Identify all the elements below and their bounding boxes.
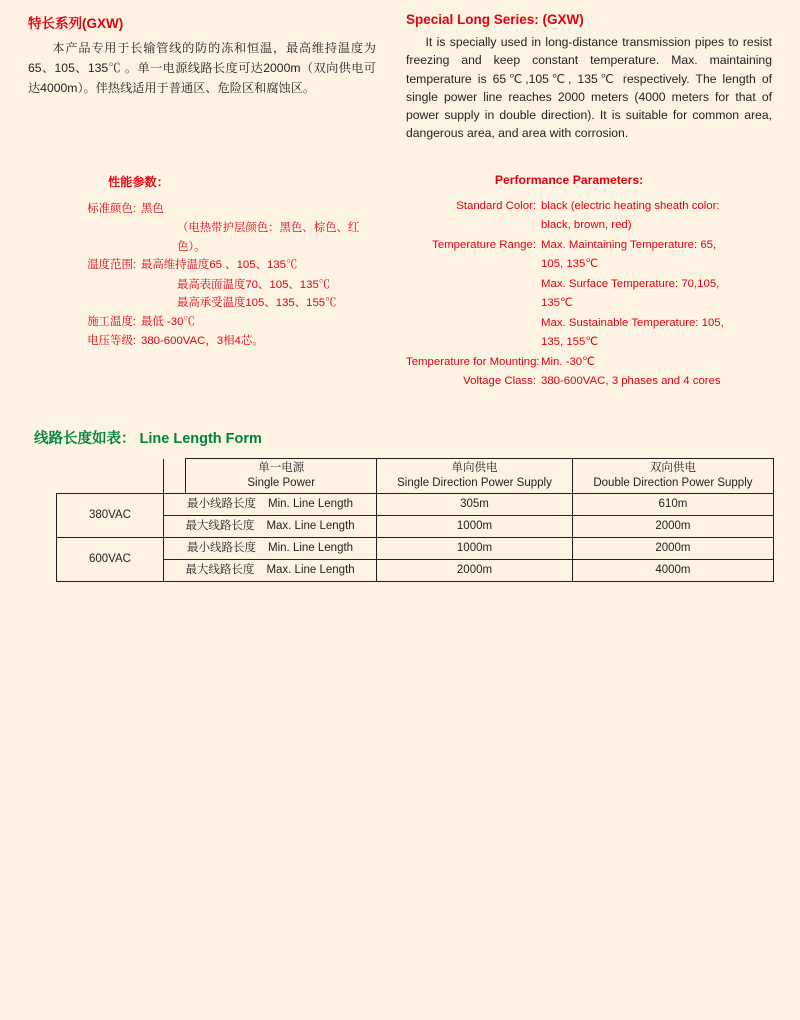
header-en: Single Direction Power Supply xyxy=(397,477,552,490)
param-value: black (electric heating sheath color: xyxy=(541,199,720,212)
row-line-label xyxy=(164,560,377,582)
param-row xyxy=(64,200,376,218)
param-row xyxy=(406,314,772,332)
row-voltage-380: 380VAC xyxy=(57,494,164,538)
param-label: Temperature for Mounting: xyxy=(406,355,540,368)
line-label-en: Min. Line Length xyxy=(268,498,354,511)
param-row xyxy=(406,294,772,312)
param-subvalue: 最高承受温度105、135、155℃ xyxy=(177,297,337,310)
param-label xyxy=(406,333,536,351)
row-line-label xyxy=(164,538,377,560)
table-header-single-power xyxy=(186,459,377,494)
param-label: Standard Color: xyxy=(456,199,536,212)
param-value: 最低 -30℃ xyxy=(141,315,195,328)
param-label xyxy=(406,314,536,332)
param-label xyxy=(406,255,536,273)
table-corner-cell-2 xyxy=(164,459,186,494)
header-cn: 单向供电 xyxy=(451,462,498,475)
param-value: Min. -30℃ xyxy=(541,355,595,368)
param-value: 380-600VAC，3相4芯。 xyxy=(141,335,264,348)
param-row xyxy=(406,197,772,215)
params-column-english xyxy=(400,173,772,392)
intro-column-chinese xyxy=(28,12,400,143)
params-heading-cn: 性能参数： xyxy=(108,174,169,189)
line-label-cn: 最大线路长度 xyxy=(185,564,255,577)
param-row xyxy=(406,372,772,390)
param-value: Max. Sustainable Temperature: 105, xyxy=(541,316,724,329)
param-value: Max. Maintaining Temperature: 65, xyxy=(541,238,717,251)
param-value: 135, 155℃ xyxy=(541,336,599,349)
param-row xyxy=(406,216,772,234)
param-subvalue: 最高表面温度70、105、135℃ xyxy=(177,278,331,291)
line-label-cn: 最小线路长度 xyxy=(187,542,257,555)
param-label: 标准颜色: xyxy=(87,202,136,215)
param-label: 电压等级: xyxy=(87,335,136,348)
param-value: 105, 135℃ xyxy=(541,258,599,271)
line-label-cn: 最大线路长度 xyxy=(185,520,255,533)
cell-double-direction: 2000m xyxy=(572,538,773,560)
param-label: 施工温度: xyxy=(87,315,136,328)
table-header-row xyxy=(57,459,774,494)
param-label xyxy=(406,275,536,293)
row-voltage-600: 600VAC xyxy=(57,538,164,582)
header-en: Single Power xyxy=(247,477,316,490)
param-label: 温度范围: xyxy=(87,259,136,272)
table-corner-cell xyxy=(57,459,164,494)
table-row xyxy=(57,494,774,516)
param-row xyxy=(64,332,376,350)
param-value: Max. Surface Temperature: 70,105, xyxy=(541,277,720,290)
cell-double-direction: 2000m xyxy=(572,516,773,538)
param-value: 黑色 xyxy=(141,202,164,215)
intro-paragraph-cn: 本产品专用于长输管线的防的冻和恒温，最高维持温度为65、105、135℃ 。单一电源线路长度可达2000m（双向供电可达4000m）。伴热线适用于普通区、危险区和腐蚀区。 xyxy=(28,41,376,96)
param-row xyxy=(406,275,772,293)
cell-double-direction: 610m xyxy=(572,494,773,516)
param-label xyxy=(406,216,536,234)
params-list-cn xyxy=(28,200,376,351)
line-label-en: Min. Line Length xyxy=(268,542,354,555)
param-row xyxy=(406,353,772,371)
param-row xyxy=(406,236,772,254)
row-line-label xyxy=(164,494,377,516)
cell-single-direction: 1000m xyxy=(377,516,573,538)
table-header-single-direction xyxy=(377,459,573,494)
table-title-cn: 线路长度如表： xyxy=(34,431,136,448)
intro-paragraph-en: It is specially used in long-distance transmission pipes to resist freezing and keep constant temperature. Max. maintaining temperature is 65℃,105℃, 135℃ respectively. The length of single power line reaches 2000 meters (4000 meters for that of power supply in double direction). It is suitable for common area, dangerous area, and area with corrosion. xyxy=(406,35,772,141)
line-length-table xyxy=(56,458,774,582)
cell-single-direction: 305m xyxy=(377,494,573,516)
table-row xyxy=(57,538,774,560)
param-label: Voltage Class: xyxy=(463,375,536,387)
line-label-en: Max. Line Length xyxy=(266,520,355,533)
cell-single-direction: 1000m xyxy=(377,538,573,560)
param-value: 135℃ xyxy=(541,297,573,310)
table-header-double-direction xyxy=(572,459,773,494)
line-label-en: Max. Line Length xyxy=(266,564,355,577)
performance-parameters-section xyxy=(0,143,800,392)
params-heading-en: Performance Parameters: xyxy=(494,172,644,187)
line-length-section xyxy=(0,391,800,582)
param-row xyxy=(64,256,376,274)
param-row xyxy=(406,255,772,273)
table-title-en: Line Length Form xyxy=(139,431,262,448)
cell-double-direction: 4000m xyxy=(572,560,773,582)
line-label-cn: 最小线路长度 xyxy=(187,498,257,511)
table-row xyxy=(57,516,774,538)
param-label: Temperature Range: xyxy=(432,238,536,251)
section-title-en: Special Long Series: (GXW) xyxy=(406,12,584,27)
param-row xyxy=(64,313,376,331)
param-label xyxy=(406,294,536,312)
param-value: 最高维持温度65 、105、135℃ xyxy=(141,259,298,272)
param-subvalue: （电热带护层颜色：黑色、棕色、红色）。 xyxy=(177,222,360,253)
params-column-chinese xyxy=(28,173,400,392)
row-line-label xyxy=(164,516,377,538)
table-title xyxy=(34,427,772,448)
params-list-en xyxy=(406,197,772,391)
section-title-cn: 特长系列(GXW) xyxy=(28,16,124,31)
cell-single-direction: 2000m xyxy=(377,560,573,582)
param-value: black, brown, red) xyxy=(541,219,632,232)
header-cn: 单一电源 xyxy=(258,462,305,475)
table-row xyxy=(57,560,774,582)
header-en: Double Direction Power Supply xyxy=(593,477,753,490)
header-cn: 双向供电 xyxy=(649,462,696,475)
intro-column-english xyxy=(400,12,772,143)
param-value: 380-600VAC, 3 phases and 4 cores xyxy=(541,375,721,387)
param-row xyxy=(406,333,772,351)
intro-section xyxy=(0,0,800,143)
